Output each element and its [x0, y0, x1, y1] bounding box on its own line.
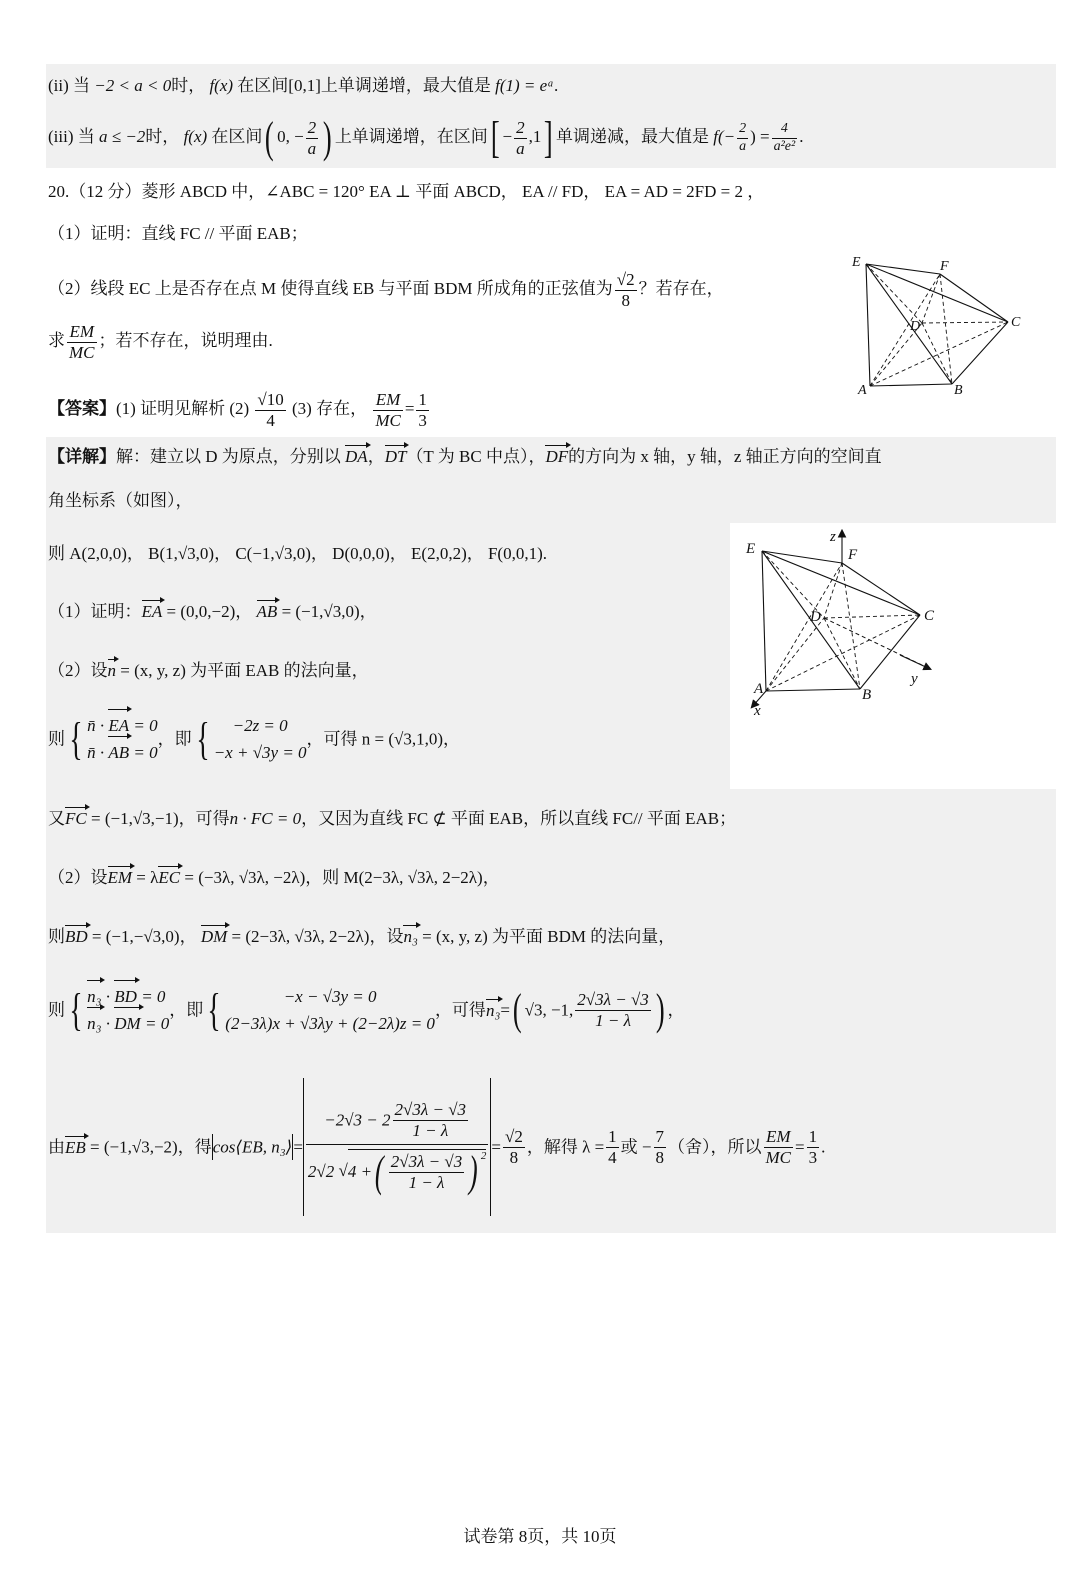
text: 或 − — [620, 1137, 652, 1157]
num: 2 — [307, 117, 317, 137]
step2-line — [48, 662, 369, 679]
text: 在区间 — [211, 126, 263, 146]
text: 2√2 — [307, 1162, 335, 1182]
text: ， — [667, 1000, 685, 1020]
fraction — [67, 322, 97, 362]
system — [87, 983, 169, 1037]
prev-line-ii — [48, 77, 558, 94]
abs-bar — [303, 1078, 304, 1216]
polyhedron-diagram — [848, 252, 1028, 402]
text: ，可得 n = (√3,1,0)， — [306, 729, 461, 749]
vector: DM — [200, 927, 228, 946]
text: （2）设 — [48, 661, 108, 680]
text: = 0 — [141, 987, 166, 1006]
brace: { — [207, 984, 221, 1036]
brace: { — [196, 713, 210, 765]
system — [214, 712, 307, 766]
num: 2√3λ − √3 — [577, 990, 649, 1010]
text: 则 — [48, 927, 65, 946]
problem-number: 20. — [48, 182, 70, 201]
bd-line — [48, 928, 675, 945]
num: 4 — [772, 121, 798, 138]
row: n̄ · EA = 0 — [87, 712, 158, 739]
vector: EB — [65, 1137, 86, 1157]
label-x-axis: x — [754, 703, 761, 719]
vector: DM — [114, 1010, 140, 1037]
row: (2−3λ)x + √3λy + (2−2λ)z = 0 — [225, 1014, 435, 1034]
function: f(x) — [209, 76, 234, 95]
max-value: f(1) = eᵃ — [495, 76, 554, 95]
text: = (−1,√3,0)， — [281, 602, 377, 621]
vector: DF — [545, 447, 569, 466]
num: EM — [373, 390, 403, 411]
num: √2 — [504, 1126, 523, 1146]
fraction — [737, 121, 748, 154]
fraction — [615, 270, 637, 310]
paren: ) — [655, 985, 665, 1035]
text: 则 — [48, 729, 65, 749]
label-c: C — [1011, 315, 1021, 330]
problem-figure — [848, 252, 1028, 402]
condition: a ≤ −2 — [99, 126, 146, 146]
row: n₃ · DM = 0 — [87, 1010, 169, 1037]
text: = 0 — [133, 743, 158, 763]
interval: [0,1] — [288, 76, 321, 95]
label-c: C — [924, 608, 935, 624]
problem-part2 — [48, 270, 724, 310]
detail-intro-cont — [48, 492, 193, 509]
vector: DA — [345, 447, 368, 466]
den: 1 − λ — [412, 1120, 449, 1140]
text: = (−1,−√3,0)， — [91, 927, 197, 946]
text: ？若存在， — [638, 278, 724, 298]
num: √2 — [616, 270, 635, 289]
system2-line — [48, 983, 684, 1037]
num: 2√3λ − √3 — [394, 1099, 467, 1119]
answer-line — [48, 390, 431, 430]
num: 2 — [737, 121, 748, 138]
max-lhs: f(− — [713, 126, 736, 146]
text: 时， — [171, 76, 206, 95]
label-d: D — [810, 609, 821, 625]
den: 4 — [266, 410, 275, 430]
text: ， — [367, 447, 385, 466]
row: −x − √3y = 0 — [283, 987, 377, 1006]
vector: BD — [114, 983, 137, 1010]
interval: − — [502, 126, 513, 146]
problem-part1 — [48, 225, 308, 242]
text: = — [404, 398, 415, 418]
text: 角坐标系（如图）， — [48, 491, 193, 510]
step1-line — [48, 603, 377, 620]
text: = 0 — [133, 716, 158, 735]
fraction — [373, 390, 403, 430]
text: ，解得 λ = — [526, 1137, 605, 1157]
vector: n₃ — [87, 983, 101, 1010]
system — [225, 983, 435, 1037]
text: . — [821, 1137, 826, 1157]
fc-line — [48, 810, 736, 827]
den: a — [516, 138, 525, 158]
prev-line-iii — [48, 113, 804, 162]
denominator: 2√2 √4 +( $\frac{2√3\lambda - √3}{1 - \lambda}$ ) $^2$ — [307, 1147, 487, 1197]
vector: n — [107, 661, 116, 680]
paren: ( — [375, 1147, 384, 1197]
exponent: 2 — [480, 1150, 487, 1163]
text: 又 — [48, 809, 65, 828]
fraction — [654, 1127, 667, 1167]
fraction — [575, 990, 651, 1030]
fraction — [416, 390, 429, 430]
label-a: A — [858, 383, 867, 398]
text: = (−1,√3,−2)，得 — [90, 1137, 212, 1157]
den: 3 — [808, 1147, 818, 1167]
den: a — [739, 138, 747, 154]
text: 上单调递增，在区间 — [334, 126, 488, 146]
label-a: A — [754, 681, 764, 697]
text: = (0,0,−2)， — [166, 602, 253, 621]
text: = — [795, 1137, 805, 1157]
num: √10 — [257, 390, 284, 409]
label: (ii) 当 — [48, 76, 91, 95]
text: 4 + — [347, 1162, 373, 1182]
coordinate-diagram — [730, 523, 1056, 789]
row: n̄ · AB = 0 — [87, 739, 158, 766]
fraction — [503, 1127, 525, 1167]
fraction-big — [306, 1099, 488, 1197]
den: 4 — [608, 1147, 617, 1167]
paren: ) — [469, 1147, 478, 1197]
paren: ) — [323, 113, 332, 162]
text: （2）线段 EC 上是否存在点 M 使得直线 EB 与平面 BDM 所成角的正弦值为 — [48, 278, 613, 298]
den: a — [307, 138, 317, 158]
num: EM — [764, 1127, 794, 1148]
vector: DT — [384, 447, 407, 466]
num: EM — [67, 322, 97, 343]
text: 上单调递增，最大值是 — [320, 76, 491, 95]
text: = 0 — [144, 1014, 170, 1034]
text: = (x, y, z) 为平面 EAB 的法向量， — [120, 661, 369, 680]
problem-part2-cont — [48, 322, 273, 362]
text: −2√3 − 2 — [324, 1110, 391, 1130]
num: 1 — [808, 1126, 818, 1146]
bracket: ] — [544, 113, 554, 162]
label-b: B — [862, 687, 872, 703]
den: 8 — [655, 1147, 665, 1167]
fraction — [807, 1127, 820, 1167]
text: （T 为 BC 中点）， — [406, 447, 546, 466]
fraction — [393, 1100, 469, 1140]
text: √3, −1, — [524, 1000, 574, 1020]
den: 1 − λ — [595, 1010, 631, 1030]
text: （2）设 — [48, 868, 108, 887]
text: = λ — [136, 868, 159, 887]
text: ，又因为直线 FC ⊄ 平面 EAB，所以直线 FC// 平面 EAB； — [301, 809, 737, 828]
text: = — [293, 1137, 303, 1157]
row: −2z = 0 — [232, 716, 288, 735]
fraction — [764, 1127, 794, 1167]
em-line — [48, 869, 500, 886]
num: 7 — [655, 1126, 665, 1146]
dot-product: n · FC = 0 — [229, 809, 302, 828]
den: 1 − λ — [408, 1172, 445, 1192]
text: = — [491, 1137, 501, 1157]
vector: AB — [108, 739, 129, 766]
den: MC — [69, 342, 95, 362]
system — [87, 712, 158, 766]
text: = (−1,√3,−1)，可得 — [90, 809, 230, 828]
vector: n₃ — [403, 927, 418, 946]
fraction — [606, 1127, 619, 1167]
den: 8 — [509, 1147, 519, 1167]
part1: （1）证明：直线 FC // 平面 EAB； — [48, 224, 308, 243]
text: = — [500, 1000, 510, 1020]
text: ，可得 — [434, 1000, 486, 1020]
fraction — [514, 118, 527, 158]
vector: EA — [141, 602, 163, 621]
page-footer: 试卷第 8页，共 10页 — [463, 1527, 617, 1546]
num: 1 — [418, 390, 427, 409]
numerator — [306, 1100, 488, 1145]
text: （舍），所以 — [668, 1137, 762, 1157]
text: = (−3λ, √3λ, −2λ)，则 M(2−3λ, √3λ, 2−2λ)， — [184, 868, 500, 887]
den: 3 — [418, 410, 427, 430]
vector: EC — [158, 868, 181, 887]
interval: ,1 — [528, 126, 542, 146]
bracket: [ — [490, 113, 500, 162]
detail-figure-box — [730, 523, 1056, 789]
cos-line — [48, 1078, 825, 1216]
function: f(x) — [183, 126, 208, 146]
row: −x + √3y = 0 — [213, 743, 307, 763]
label-b: B — [954, 383, 963, 398]
den: a²e² — [773, 138, 796, 154]
paren: ( — [265, 113, 275, 162]
coords-line — [48, 545, 547, 562]
text: = (2−3λ, √3λ, 2−2λ)，设 — [231, 927, 404, 946]
fraction — [772, 121, 798, 154]
num: 1 — [608, 1126, 617, 1146]
text: . — [799, 126, 804, 146]
vector: AB — [256, 602, 278, 621]
label-e: E — [746, 541, 756, 557]
text: 求 — [48, 330, 65, 350]
text: (3) 存在， — [292, 398, 368, 418]
system1-line — [48, 712, 460, 766]
cosine-expression: cos⟨EB, n₃⟩ — [212, 1137, 293, 1157]
text: 则 — [48, 1000, 65, 1020]
den: MC — [375, 410, 401, 430]
vector: EM — [107, 868, 133, 887]
interval: 0, − — [277, 126, 304, 146]
answer-tag: 【答案】 — [48, 398, 116, 418]
text: 由 — [48, 1137, 65, 1157]
fraction — [255, 390, 285, 430]
row: n₃ · BD = 0 — [87, 983, 169, 1010]
text: ；若不存在，说明理由. — [98, 330, 273, 350]
vector: BD — [65, 927, 88, 946]
vector: n₃ — [485, 1000, 501, 1020]
label-f: F — [848, 547, 858, 563]
text: = (x, y, z) 为平面 BDM 的法向量， — [422, 927, 676, 946]
points: （12 分） — [69, 182, 142, 201]
text: 在区间 — [237, 76, 289, 95]
text: 解：建立以 D 为原点，分别以 — [116, 447, 341, 466]
text: 时， — [145, 126, 180, 146]
num: 2 — [516, 117, 525, 137]
fraction — [306, 118, 319, 158]
coordinates: 则 A(2,0,0)， B(1,√3,0)， C(−1,√3,0)， D(0,0,0)， E(2,0,2)， F(0,0,1). — [48, 544, 548, 563]
text: 的方向为 x 轴，y 轴，z 轴正方向的空间直 — [568, 447, 882, 466]
problem-stem — [48, 183, 764, 200]
vector: n₃ — [87, 1010, 101, 1037]
paren: ( — [512, 985, 522, 1035]
text: 单调递减，最大值是 — [555, 126, 709, 146]
brace: { — [69, 713, 83, 765]
num: 2√3λ − √3 — [390, 1152, 463, 1171]
fraction — [389, 1152, 465, 1192]
den: MC — [765, 1147, 792, 1167]
label-z-axis: z — [830, 529, 836, 545]
text: . — [553, 76, 559, 95]
text: （1）证明： — [48, 602, 142, 621]
condition: −2 < a < 0 — [94, 76, 172, 95]
label-y-axis: y — [911, 671, 918, 687]
detail-intro — [48, 448, 882, 465]
label-d: D — [910, 319, 921, 334]
text: (1) 证明见解析 (2) — [116, 398, 250, 418]
label-e: E — [852, 255, 861, 270]
stem: 菱形 ABCD 中，∠ABC = 120° EA ⊥ 平面 ABCD， EA // FD， EA = AD = 2FD = 2 ， — [141, 182, 765, 201]
vector: FC — [65, 809, 87, 828]
text: ，即 — [169, 1000, 204, 1020]
vector: EA — [108, 712, 129, 739]
den: 8 — [621, 290, 630, 310]
text: ) = — [750, 126, 770, 146]
label-f: F — [940, 259, 949, 274]
detail-tag: 【详解】 — [48, 447, 116, 466]
text: ，即 — [157, 729, 192, 749]
label: (iii) 当 — [48, 126, 95, 146]
brace: { — [69, 984, 83, 1036]
